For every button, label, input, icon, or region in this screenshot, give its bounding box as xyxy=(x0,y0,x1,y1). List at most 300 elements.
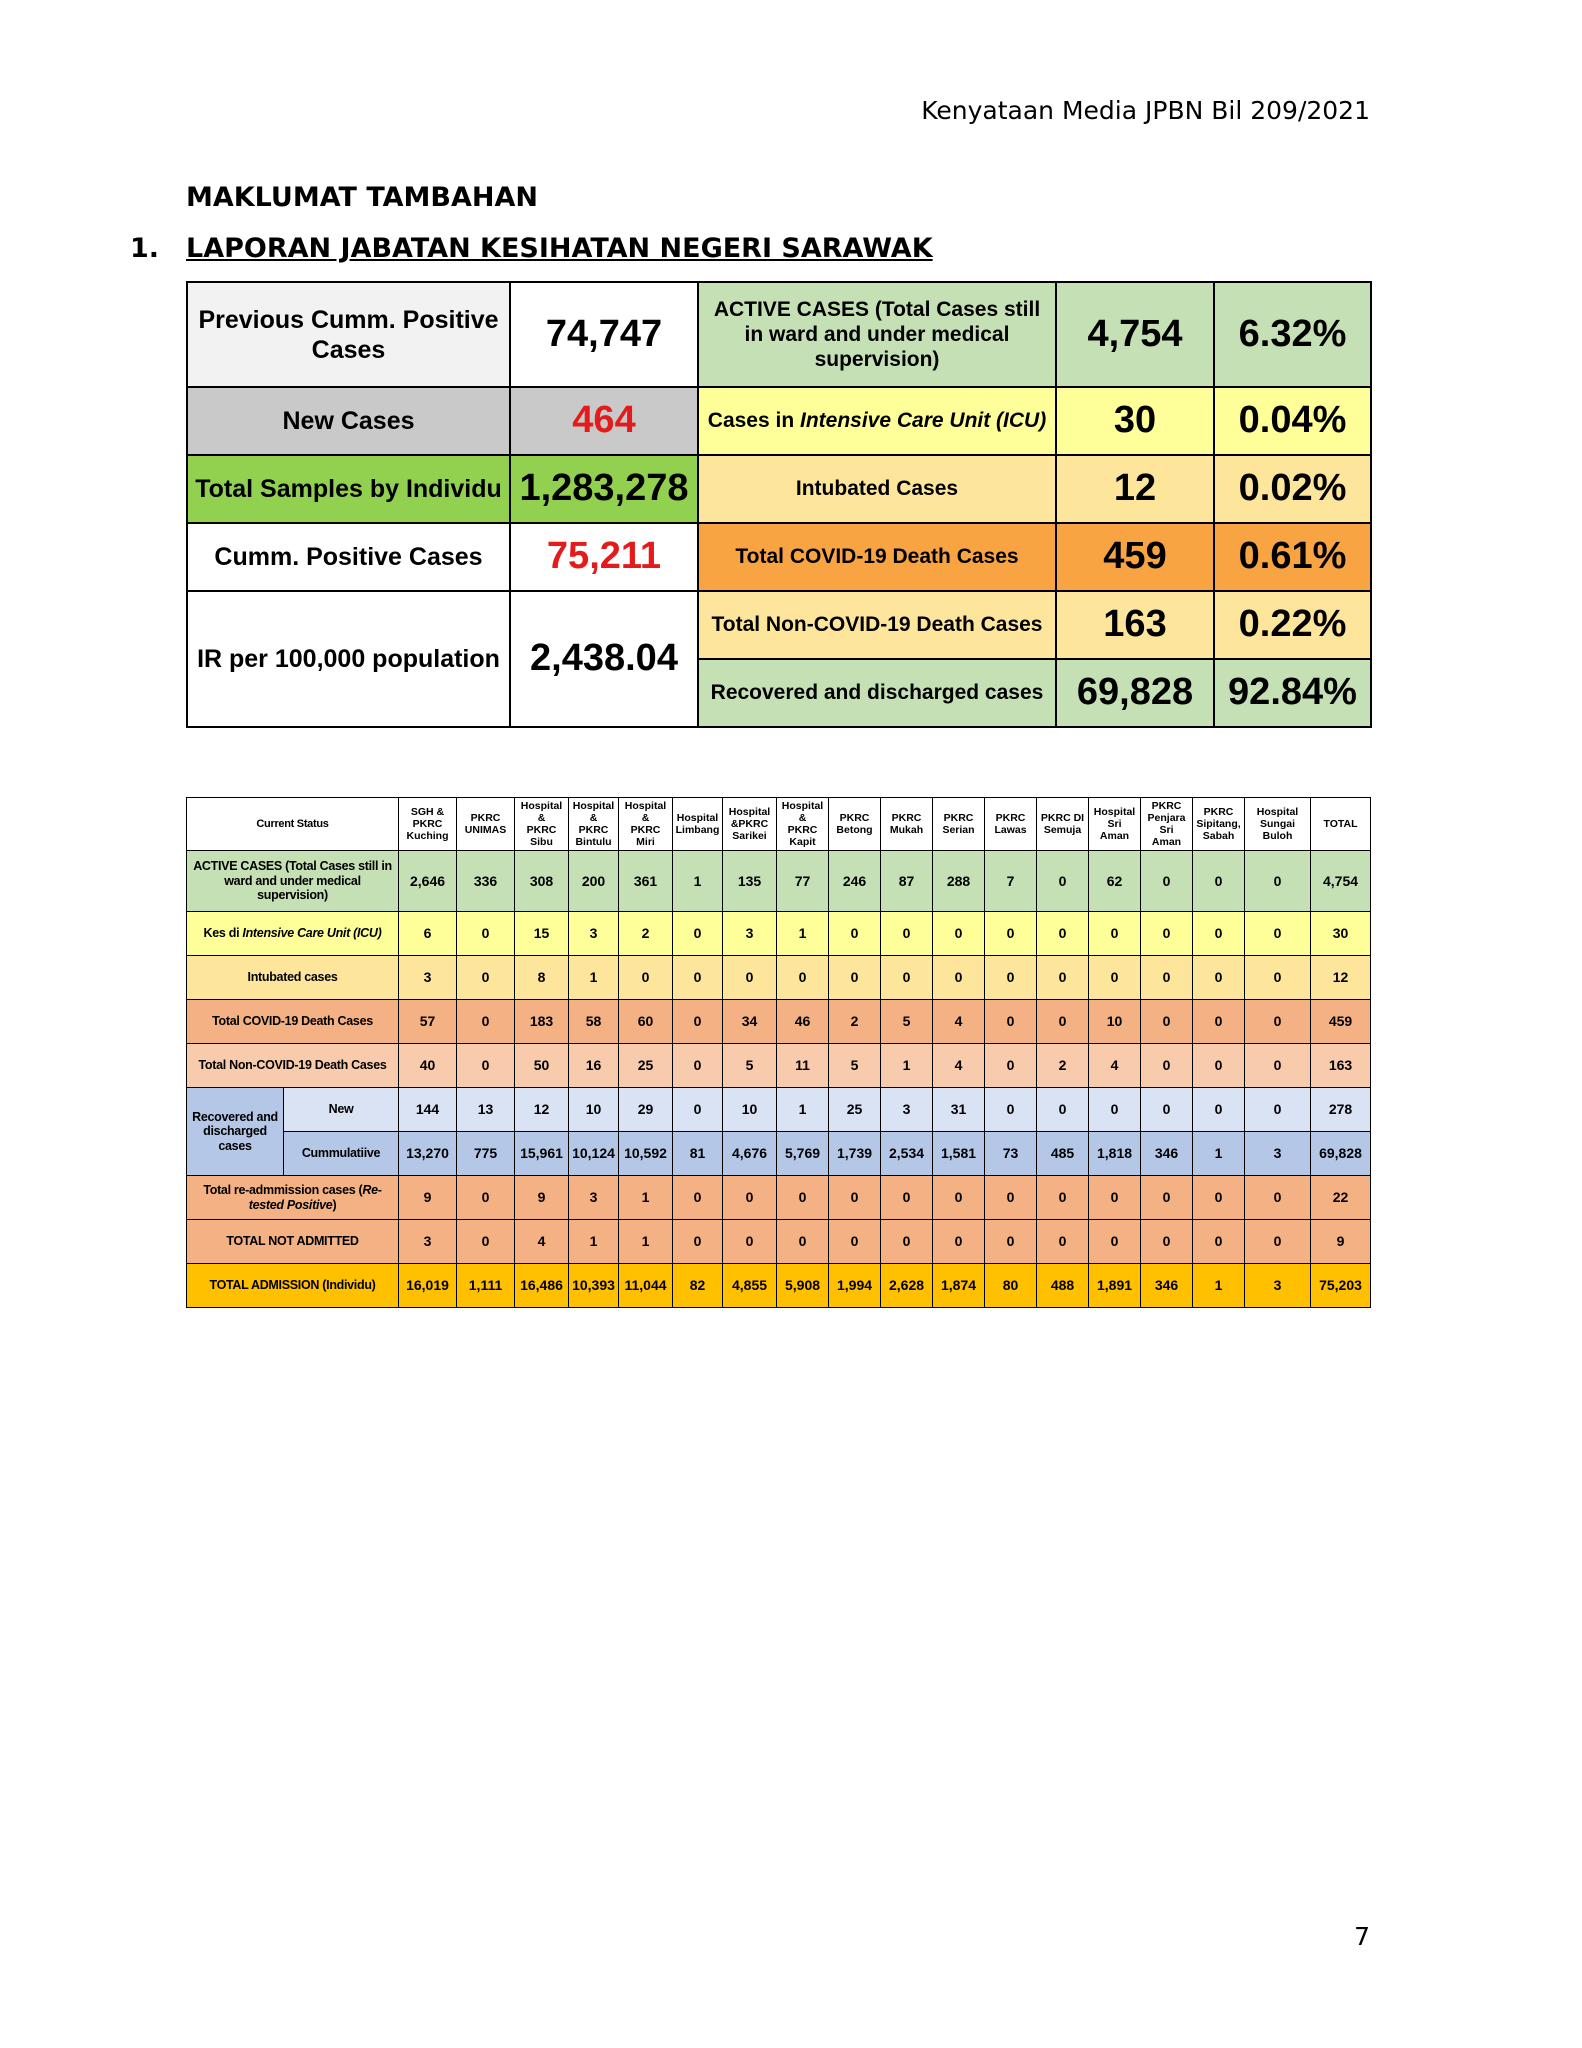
table-cell: 0 xyxy=(1089,1088,1141,1132)
table-cell: 0 xyxy=(1141,1176,1193,1220)
table-cell: 0 xyxy=(933,912,985,956)
table-cell: 0 xyxy=(829,956,881,1000)
row-label: Cummulatiive xyxy=(284,1132,399,1176)
table-cell: 0 xyxy=(985,956,1037,1000)
row-label: TOTAL ADMISSION (Individu) xyxy=(187,1264,399,1308)
table-cell: 485 xyxy=(1037,1132,1089,1176)
table-cell: 3 xyxy=(569,1176,619,1220)
table-cell: 0 xyxy=(457,1000,515,1044)
column-header-line: PKRC xyxy=(891,811,922,824)
table-cell: 9 xyxy=(1311,1220,1371,1264)
table-cell: 0 xyxy=(1141,1220,1193,1264)
table-cell: 15 xyxy=(515,912,569,956)
table-cell: 488 xyxy=(1037,1264,1089,1308)
row-label: Intubated cases xyxy=(187,956,399,1000)
column-header xyxy=(985,798,1037,851)
table-cell: 50 xyxy=(515,1044,569,1088)
column-header-line: PKRC xyxy=(1151,799,1182,812)
table-cell: 144 xyxy=(399,1088,457,1132)
table-cell: 0 xyxy=(985,1044,1037,1088)
table-cell: 62 xyxy=(1089,851,1141,912)
table-cell: 1 xyxy=(673,851,723,912)
table-cell: 0 xyxy=(985,1176,1037,1220)
ir-label: IR per 100,000 population xyxy=(187,591,510,727)
table-cell: 0 xyxy=(1245,956,1311,1000)
table-cell: 459 xyxy=(1311,1000,1371,1044)
icu-pre: Kes di xyxy=(203,926,243,941)
recovered-label: Recovered and discharged cases xyxy=(698,659,1056,727)
table-cell: 34 xyxy=(723,1000,777,1044)
table-cell: 4 xyxy=(933,1044,985,1088)
table-cell: 0 xyxy=(457,1220,515,1264)
ir-value: 2,438.04 xyxy=(510,591,698,727)
table-cell: 0 xyxy=(1245,1000,1311,1044)
column-header xyxy=(1193,798,1245,851)
table-cell: 9 xyxy=(399,1176,457,1220)
column-header-line: Mukah xyxy=(889,824,924,836)
row-label xyxy=(187,1176,399,1220)
column-header-line: Hospital & xyxy=(624,799,667,824)
column-header-line: PKRC Miri xyxy=(630,824,661,849)
table-cell: 0 xyxy=(1037,912,1089,956)
table-cell: 87 xyxy=(881,851,933,912)
table-cell: 0 xyxy=(1193,1000,1245,1044)
table-cell: 0 xyxy=(457,1176,515,1220)
table-cell: 13 xyxy=(457,1088,515,1132)
column-header-line: Bintulu xyxy=(575,836,612,849)
table-cell: 82 xyxy=(673,1264,723,1308)
total-samples-label: Total Samples by Individu xyxy=(187,455,510,523)
table-cell: 0 xyxy=(457,956,515,1000)
table-cell: 361 xyxy=(619,851,673,912)
table-cell: 0 xyxy=(777,956,829,1000)
table-cell: 336 xyxy=(457,851,515,912)
table-cell: 1 xyxy=(1193,1264,1245,1308)
table-cell: 0 xyxy=(1089,912,1141,956)
intubated-label: Intubated Cases xyxy=(698,455,1056,523)
table-cell: 9 xyxy=(515,1176,569,1220)
cumm-positive-value: 75,211 xyxy=(510,523,698,591)
active-cases-value: 4,754 xyxy=(1056,282,1214,387)
intubated-pct: 0.02% xyxy=(1214,455,1371,523)
table-cell: 1 xyxy=(1193,1132,1245,1176)
table-cell: 30 xyxy=(1311,912,1371,956)
section-title: LAPORAN JABATAN KESIHATAN NEGERI SARAWAK xyxy=(186,233,933,264)
table-cell: 0 xyxy=(881,1176,933,1220)
table-cell: 10 xyxy=(569,1088,619,1132)
table-cell: 5,908 xyxy=(777,1264,829,1308)
table-cell: 1,994 xyxy=(829,1264,881,1308)
table-cell: 0 xyxy=(829,912,881,956)
table-cell: 31 xyxy=(933,1088,985,1132)
table-cell: 1,874 xyxy=(933,1264,985,1308)
table-cell: 0 xyxy=(985,1088,1037,1132)
column-header-line: Hospital & xyxy=(520,799,563,824)
table-cell: 0 xyxy=(673,1220,723,1264)
column-header-line: PKRC xyxy=(1203,805,1234,818)
table-cell: 11,044 xyxy=(619,1264,673,1308)
table-cell: 73 xyxy=(985,1132,1037,1176)
column-header-line: Kapit xyxy=(789,836,816,849)
table-row xyxy=(187,912,1371,956)
column-header-line: UNIMAS xyxy=(464,824,507,836)
table-cell: 278 xyxy=(1311,1088,1371,1132)
table-cell: 0 xyxy=(619,956,673,1000)
cumm-positive-label: Cumm. Positive Cases xyxy=(187,523,510,591)
column-header-line: Serian xyxy=(942,824,975,836)
icu-label-italic: Intensive Care Unit (ICU) xyxy=(800,409,1047,433)
table-cell: 0 xyxy=(881,1220,933,1264)
facility-breakdown-table xyxy=(186,797,1371,1308)
column-header-line: Aman xyxy=(1151,836,1182,849)
table-cell: 0 xyxy=(1037,956,1089,1000)
table-cell: 0 xyxy=(985,1220,1037,1264)
table-row xyxy=(187,851,1371,912)
column-header xyxy=(829,798,881,851)
table-cell: 0 xyxy=(881,912,933,956)
table-cell: 7 xyxy=(985,851,1037,912)
table-row xyxy=(187,1176,1371,1220)
table-cell: 58 xyxy=(569,1000,619,1044)
column-header xyxy=(399,798,457,851)
table-row xyxy=(187,956,1371,1000)
table-cell: 10,592 xyxy=(619,1132,673,1176)
table-cell: 3 xyxy=(881,1088,933,1132)
table-cell: 308 xyxy=(515,851,569,912)
table-cell: 346 xyxy=(1141,1132,1193,1176)
readm-italic: Re-tested Positive xyxy=(248,1183,382,1212)
column-header-line: Hospital xyxy=(1256,805,1299,818)
table-cell: 77 xyxy=(777,851,829,912)
table-cell: 2,646 xyxy=(399,851,457,912)
icu-italic: Intensive Care Unit (ICU) xyxy=(242,926,382,941)
table-cell: 0 xyxy=(673,1044,723,1088)
table-cell: 16,486 xyxy=(515,1264,569,1308)
table-cell: 0 xyxy=(723,1220,777,1264)
table-cell: 0 xyxy=(1141,1088,1193,1132)
column-header xyxy=(881,798,933,851)
readm-pre: Total re-admmission cases ( xyxy=(203,1183,363,1198)
table-cell: 13,270 xyxy=(399,1132,457,1176)
table-cell: 69,828 xyxy=(1311,1132,1371,1176)
column-header-line: PKRC xyxy=(943,811,974,824)
non-covid-death-value: 163 xyxy=(1056,591,1214,659)
table-cell: 25 xyxy=(829,1088,881,1132)
column-header-line: Sabah xyxy=(1202,830,1235,843)
column-header xyxy=(933,798,985,851)
table-cell: 10 xyxy=(1089,1000,1141,1044)
column-header-line: Lawas xyxy=(994,824,1027,836)
prev-cumm-value: 74,747 xyxy=(510,282,698,387)
table-cell: 22 xyxy=(1311,1176,1371,1220)
table-cell: 0 xyxy=(673,912,723,956)
table-cell: 0 xyxy=(1193,1044,1245,1088)
table-cell: 246 xyxy=(829,851,881,912)
table-cell: 3 xyxy=(399,956,457,1000)
new-cases-label: New Cases xyxy=(187,387,510,455)
column-header-line: Sungai Buloh xyxy=(1260,817,1296,843)
table-cell: 0 xyxy=(673,956,723,1000)
table-cell: 0 xyxy=(1037,1220,1089,1264)
table-cell: 1 xyxy=(569,1220,619,1264)
table-row xyxy=(187,1000,1371,1044)
media-statement-ref: Kenyataan Media JPBN Bil 209/2021 xyxy=(921,96,1370,125)
column-header xyxy=(1037,798,1089,851)
table-cell: 60 xyxy=(619,1000,673,1044)
table-cell: 75,203 xyxy=(1311,1264,1371,1308)
column-header xyxy=(515,798,569,851)
readm-post: ) xyxy=(332,1197,337,1212)
table-cell: 6 xyxy=(399,912,457,956)
non-covid-death-label: Total Non-COVID-19 Death Cases xyxy=(698,591,1056,659)
table-cell: 0 xyxy=(1193,912,1245,956)
current-status-header: Current Status xyxy=(187,798,399,851)
table-cell: 57 xyxy=(399,1000,457,1044)
table-cell: 0 xyxy=(1245,851,1311,912)
table-cell: 0 xyxy=(985,1000,1037,1044)
column-header-line: PKRC xyxy=(470,811,501,824)
table-cell: 0 xyxy=(985,912,1037,956)
table-cell: 0 xyxy=(829,1220,881,1264)
table-cell: 0 xyxy=(1089,1176,1141,1220)
table-cell: 0 xyxy=(1037,851,1089,912)
recovered-value: 69,828 xyxy=(1056,659,1214,727)
recovered-pct: 92.84% xyxy=(1214,659,1371,727)
table-cell: 2 xyxy=(829,1000,881,1044)
column-header-line: PKRC xyxy=(412,817,443,830)
table-cell: 1,739 xyxy=(829,1132,881,1176)
column-header-line: TOTAL xyxy=(1323,817,1358,830)
table-row xyxy=(187,1264,1371,1308)
table-cell: 0 xyxy=(1193,956,1245,1000)
table-cell: 46 xyxy=(777,1000,829,1044)
table-cell: 80 xyxy=(985,1264,1037,1308)
column-header-line: Kuching xyxy=(406,830,449,843)
table-cell: 2,628 xyxy=(881,1264,933,1308)
active-cases-label: ACTIVE CASES (Total Cases still in ward and under medical supervision) xyxy=(698,282,1056,387)
table-cell: 15,961 xyxy=(515,1132,569,1176)
table-cell: 0 xyxy=(1141,851,1193,912)
active-cases-pct: 6.32% xyxy=(1214,282,1371,387)
table-row xyxy=(187,1132,1371,1176)
table-cell: 3 xyxy=(723,912,777,956)
table-cell: 0 xyxy=(673,1088,723,1132)
column-header xyxy=(1311,798,1371,851)
column-header-line: Hospital & xyxy=(781,799,824,824)
table-cell: 4 xyxy=(1089,1044,1141,1088)
table-cell: 0 xyxy=(881,956,933,1000)
table-cell: 0 xyxy=(1193,1088,1245,1132)
table-cell: 0 xyxy=(1245,1044,1311,1088)
non-covid-death-pct: 0.22% xyxy=(1214,591,1371,659)
table-cell: 0 xyxy=(1037,1088,1089,1132)
row-label: ACTIVE CASES (Total Cases still in ward and under medical supervision) xyxy=(187,851,399,912)
table-cell: 0 xyxy=(1141,956,1193,1000)
recovered-group-label: Recovered and discharged cases xyxy=(187,1088,284,1176)
table-cell: 8 xyxy=(515,956,569,1000)
table-cell: 0 xyxy=(1089,1220,1141,1264)
table-cell: 1,818 xyxy=(1089,1132,1141,1176)
table-cell: 200 xyxy=(569,851,619,912)
table-cell: 0 xyxy=(933,956,985,1000)
table-row xyxy=(187,1220,1371,1264)
table-cell: 10,393 xyxy=(569,1264,619,1308)
icu-cases-value: 30 xyxy=(1056,387,1214,455)
death-cases-value: 459 xyxy=(1056,523,1214,591)
table-cell: 2 xyxy=(1037,1044,1089,1088)
column-header-line: Betong xyxy=(836,824,873,836)
table-cell: 0 xyxy=(457,912,515,956)
table-cell: 2,534 xyxy=(881,1132,933,1176)
table-cell: 1 xyxy=(569,956,619,1000)
row-label: New xyxy=(284,1088,399,1132)
table-cell: 11 xyxy=(777,1044,829,1088)
table-cell: 4,754 xyxy=(1311,851,1371,912)
prev-cumm-label: Previous Cumm. Positive Cases xyxy=(187,282,510,387)
table-cell: 0 xyxy=(933,1176,985,1220)
column-header-line: PKRC xyxy=(787,824,818,836)
column-header xyxy=(1141,798,1193,851)
column-header xyxy=(777,798,829,851)
table-cell: 0 xyxy=(1245,912,1311,956)
table-cell: 346 xyxy=(1141,1264,1193,1308)
table-cell: 0 xyxy=(457,1044,515,1088)
column-header-line: Semuja xyxy=(1043,824,1082,836)
column-header-line: &PKRC xyxy=(730,817,769,830)
table-cell: 12 xyxy=(1311,956,1371,1000)
table-cell: 0 xyxy=(1089,956,1141,1000)
table-cell: 0 xyxy=(723,956,777,1000)
table-cell: 288 xyxy=(933,851,985,912)
table-cell: 183 xyxy=(515,1000,569,1044)
table-cell: 0 xyxy=(1141,1044,1193,1088)
table-cell: 5 xyxy=(881,1000,933,1044)
column-header-line: PKRC DI xyxy=(1040,811,1085,824)
table-cell: 4,855 xyxy=(723,1264,777,1308)
table-cell: 0 xyxy=(1245,1176,1311,1220)
table-cell: 16,019 xyxy=(399,1264,457,1308)
table-cell: 1 xyxy=(777,1088,829,1132)
icu-label-pre: Cases in xyxy=(707,409,800,433)
column-header-line: Sarikei xyxy=(732,830,767,843)
table-cell: 0 xyxy=(1245,1088,1311,1132)
table-cell: 4 xyxy=(933,1000,985,1044)
column-header xyxy=(1245,798,1311,851)
column-header-line: PKRC xyxy=(578,824,609,836)
death-cases-pct: 0.61% xyxy=(1214,523,1371,591)
table-cell: 1,111 xyxy=(457,1264,515,1308)
table-cell: 3 xyxy=(1245,1264,1311,1308)
table-cell: 1 xyxy=(619,1176,673,1220)
table-cell: 0 xyxy=(933,1220,985,1264)
column-header xyxy=(1089,798,1141,851)
row-label: Total Non-COVID-19 Death Cases xyxy=(187,1044,399,1088)
table-cell: 0 xyxy=(1037,1000,1089,1044)
column-header-line: Sipitang, xyxy=(1196,817,1241,830)
column-header-line: Limbang xyxy=(675,824,720,836)
table-cell: 3 xyxy=(399,1220,457,1264)
column-header-line: PKRC xyxy=(995,811,1026,824)
table-cell: 5 xyxy=(829,1044,881,1088)
table-cell: 0 xyxy=(777,1176,829,1220)
table-cell: 81 xyxy=(673,1132,723,1176)
table-cell: 3 xyxy=(1245,1132,1311,1176)
table-cell: 4,676 xyxy=(723,1132,777,1176)
column-header-line: Hospital & xyxy=(572,799,615,824)
summary-table xyxy=(186,281,1372,728)
table-cell: 163 xyxy=(1311,1044,1371,1088)
table-cell: 1,581 xyxy=(933,1132,985,1176)
icu-cases-pct: 0.04% xyxy=(1214,387,1371,455)
column-header-line: Hospital Sri xyxy=(1093,805,1136,830)
table-cell: 135 xyxy=(723,851,777,912)
column-header-line: Hospital xyxy=(728,805,771,818)
new-cases-value: 464 xyxy=(510,387,698,455)
table-cell: 0 xyxy=(1037,1176,1089,1220)
death-cases-label: Total COVID-19 Death Cases xyxy=(698,523,1056,591)
row-label xyxy=(187,912,399,956)
section-number: 1. xyxy=(130,233,160,264)
column-header xyxy=(457,798,515,851)
table-cell: 3 xyxy=(569,912,619,956)
table-cell: 0 xyxy=(829,1176,881,1220)
table-cell: 1,891 xyxy=(1089,1264,1141,1308)
table-cell: 0 xyxy=(1141,912,1193,956)
row-label: TOTAL NOT ADMITTED xyxy=(187,1220,399,1264)
intubated-value: 12 xyxy=(1056,455,1214,523)
table-cell: 10,124 xyxy=(569,1132,619,1176)
row-label: Total COVID-19 Death Cases xyxy=(187,1000,399,1044)
table-cell: 0 xyxy=(1193,851,1245,912)
table-cell: 0 xyxy=(777,1220,829,1264)
column-header-line: SGH & xyxy=(410,805,445,818)
column-header-line: Aman xyxy=(1099,830,1130,843)
column-header-line: PKRC Sibu xyxy=(526,824,557,849)
table-cell: 0 xyxy=(673,1000,723,1044)
table-cell: 5 xyxy=(723,1044,777,1088)
table-row xyxy=(187,1044,1371,1088)
column-header-line: PKRC xyxy=(839,811,870,824)
table-cell: 25 xyxy=(619,1044,673,1088)
table-cell: 0 xyxy=(1245,1220,1311,1264)
table-cell: 0 xyxy=(723,1176,777,1220)
column-header xyxy=(619,798,673,851)
table-cell: 12 xyxy=(515,1088,569,1132)
table-cell: 1 xyxy=(881,1044,933,1088)
column-header-line: Penjara Sri xyxy=(1147,811,1186,836)
table-cell: 10 xyxy=(723,1088,777,1132)
table-cell: 1 xyxy=(619,1220,673,1264)
header-row xyxy=(187,798,1371,851)
column-header-line: Hospital xyxy=(676,811,719,824)
table-cell: 5,769 xyxy=(777,1132,829,1176)
column-header xyxy=(723,798,777,851)
table-cell: 4 xyxy=(515,1220,569,1264)
total-samples-value: 1,283,278 xyxy=(510,455,698,523)
table-cell: 40 xyxy=(399,1044,457,1088)
table-cell: 1 xyxy=(777,912,829,956)
table-cell: 2 xyxy=(619,912,673,956)
table-cell: 29 xyxy=(619,1088,673,1132)
table-row xyxy=(187,1088,1371,1132)
column-header xyxy=(673,798,723,851)
table-cell: 0 xyxy=(673,1176,723,1220)
column-header xyxy=(569,798,619,851)
page-number: 7 xyxy=(1354,1922,1370,1951)
table-cell: 775 xyxy=(457,1132,515,1176)
table-cell: 0 xyxy=(1193,1220,1245,1264)
icu-cases-label xyxy=(698,387,1056,455)
